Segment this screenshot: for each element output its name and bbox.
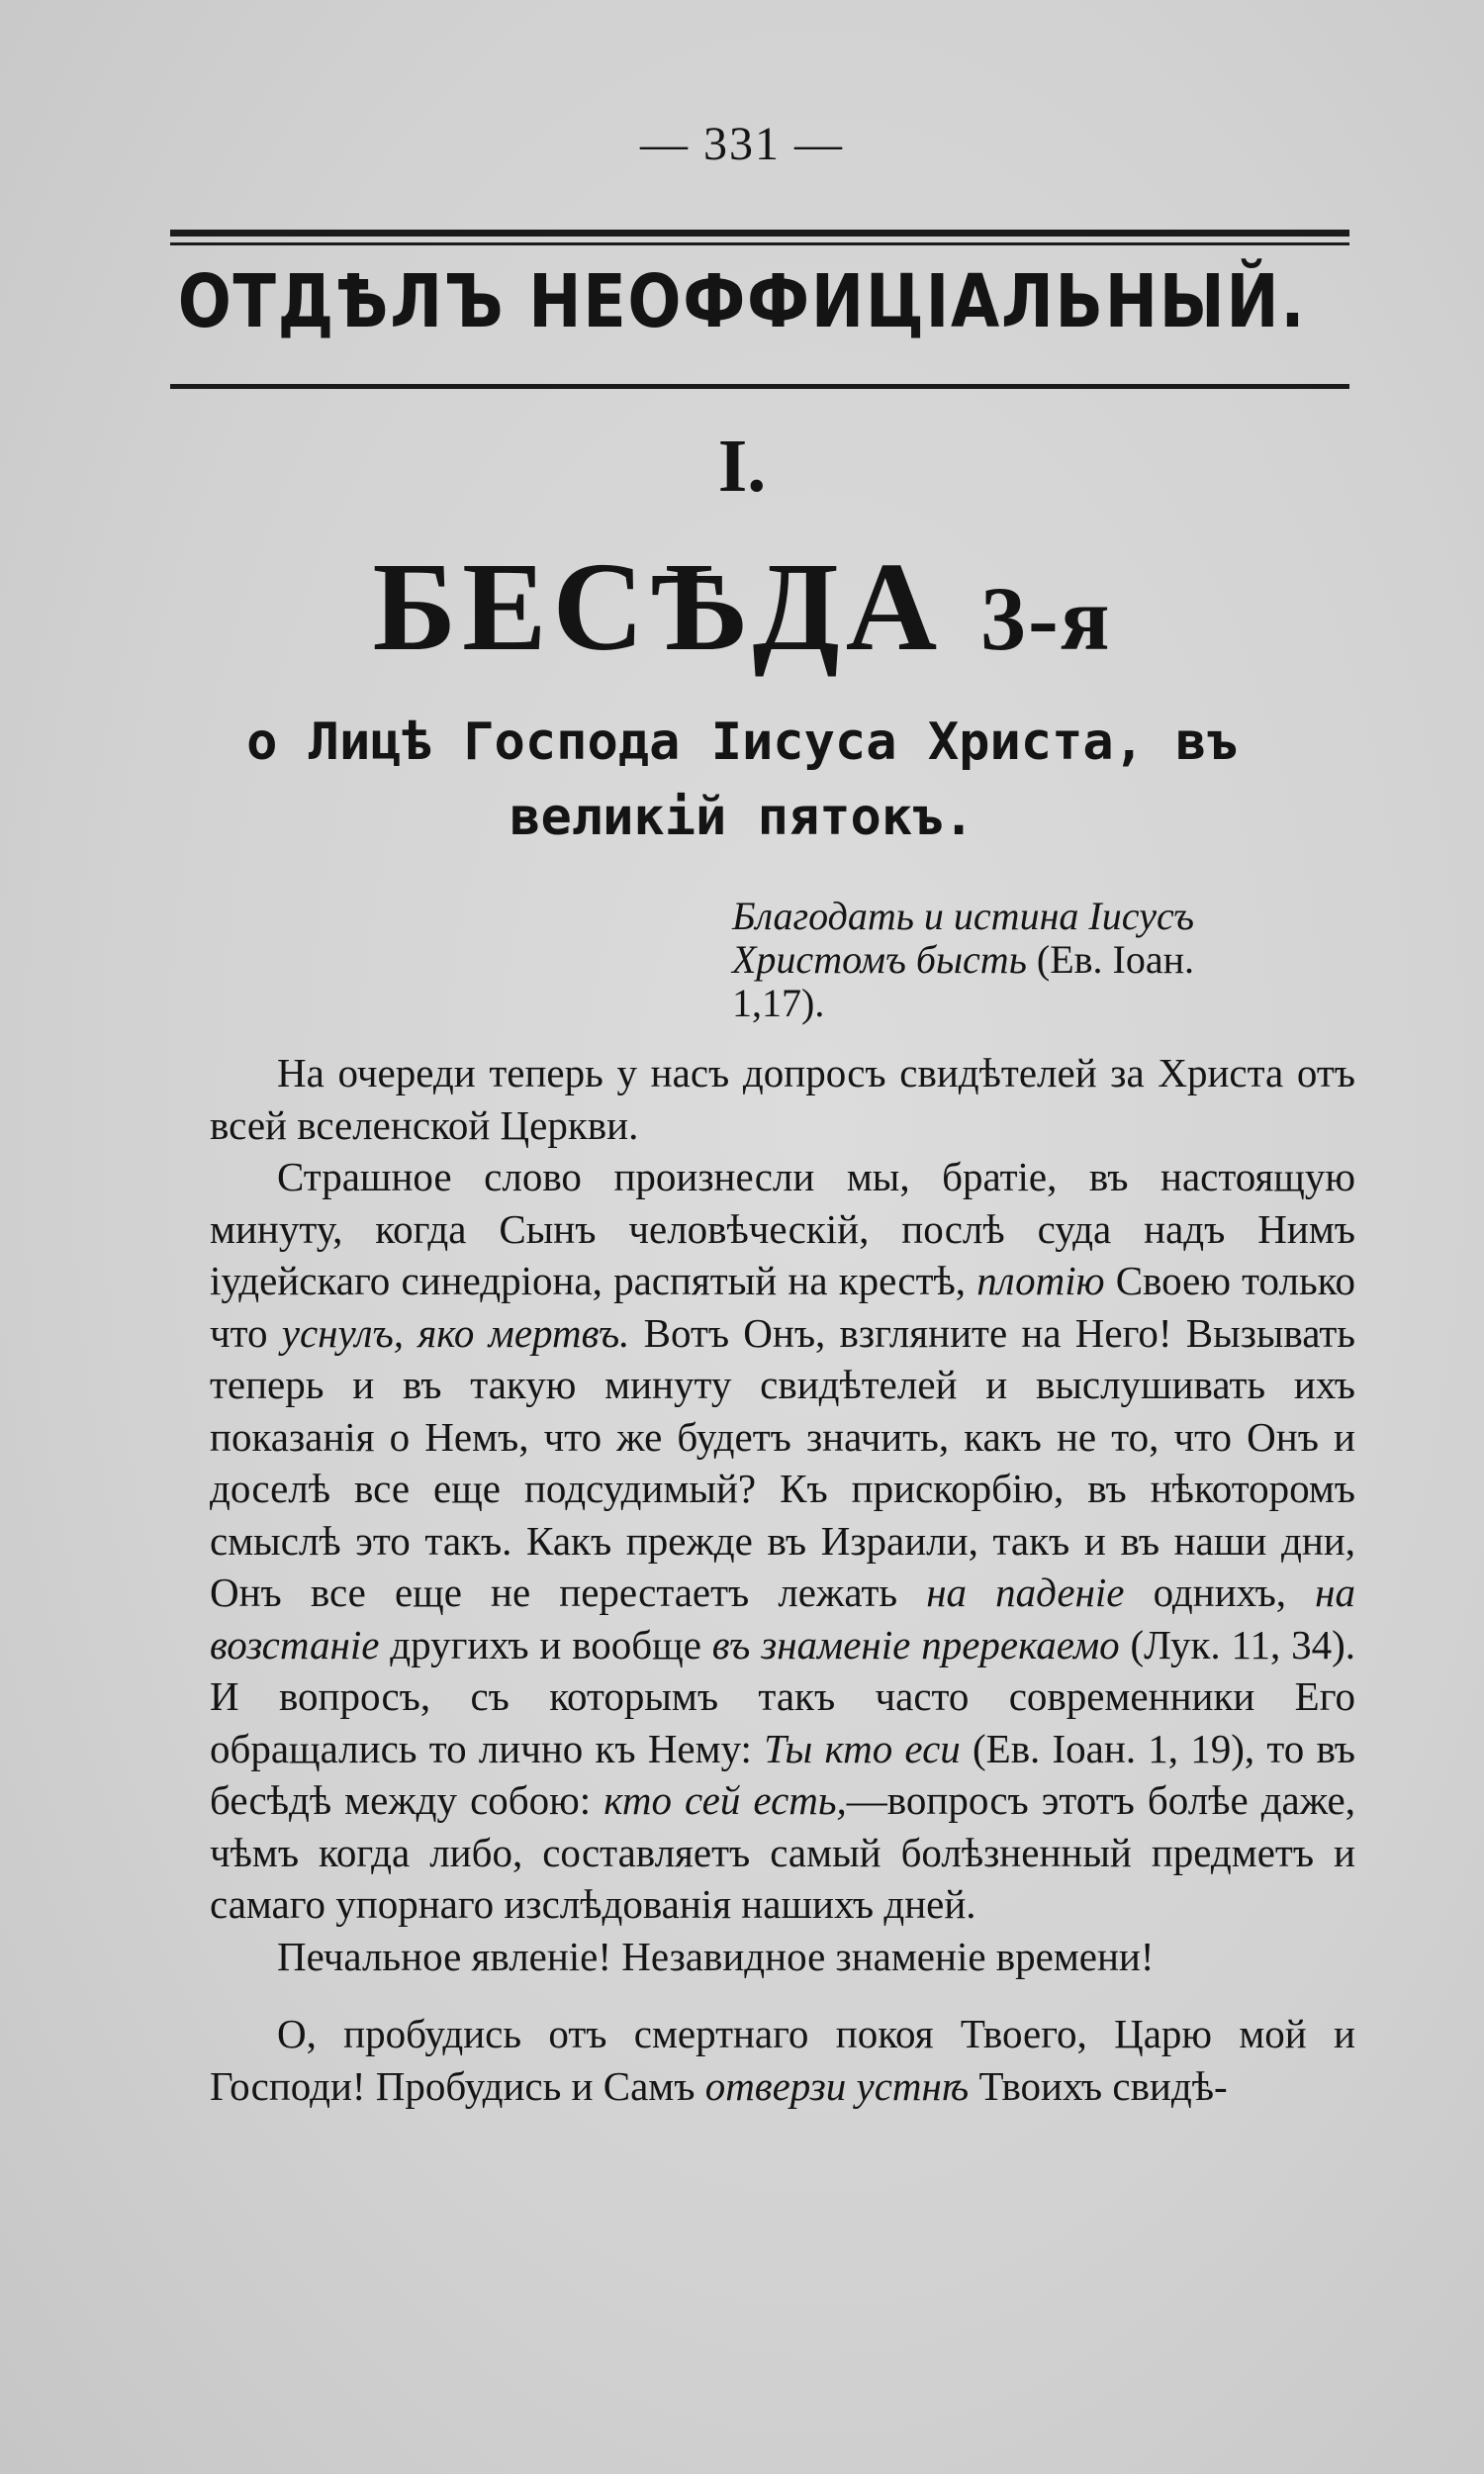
text-run: однихъ, — [1124, 1570, 1316, 1615]
page-number: — 331 — — [640, 118, 844, 170]
article-subtitle: о Лицѣ Господа Іисуса Христа, въ великій пятокъ. — [246, 713, 1238, 847]
italic-text: Ты кто еси — [764, 1725, 961, 1771]
paragraph — [210, 1047, 1355, 1151]
section-rule — [170, 384, 1349, 389]
epigraph-text: Благодать и истина Іисусъ Христомъ бысть — [732, 894, 1194, 982]
text-run: Страшное слово произнесли мы, братіе, въ настоящую минуту, когда Сынъ человѣческій, послѣ суда надъ Нимъ іудейскаго синедріона, распятый на крестѣ, — [210, 1154, 1355, 1303]
text-run: (Ев. Іоан. 1, 19), то въ бесѣдѣ между собою: — [210, 1725, 1356, 1823]
top-rule — [170, 230, 1349, 237]
italic-text: на паденіе — [926, 1570, 1125, 1615]
article-title-word: БЕСѢДА — [372, 536, 944, 677]
text-run: (Лук. 11, 34). И вопросъ, съ которымъ такъ часто современники Его обращались то лично къ Нему: — [210, 1621, 1355, 1771]
text-run: Вотъ Онъ, взгляните на Него! Вызывать теперь и въ такую минуту свидѣтелей и выслушивать ихъ показанія о Немъ, что же будетъ значить, какъ не то, что Онъ и доселѣ все еще подсудимый? Къ прискорбію, въ нѣкоторомъ смыслѣ это такъ. Какъ прежде въ Израили, такъ и въ наши дни, Онъ все еще не перестаетъ лежать — [210, 1309, 1356, 1615]
italic-text: отверзи устнѣ — [704, 2062, 970, 2109]
article-title — [0, 534, 1484, 680]
italic-text: въ знаменіе пререкаемо — [711, 1621, 1120, 1667]
epigraph — [732, 895, 1276, 1025]
italic-text: кто сей есть, — [603, 1777, 847, 1823]
italic-text: на возстаніе — [210, 1570, 1355, 1667]
article-body — [210, 1047, 1355, 2112]
text-run: Твоихъ свидѣ- — [969, 2062, 1228, 2109]
text-run: —вопросъ этотъ болѣе даже, чѣмъ когда либо, составляетъ самый болѣзненный предметъ и самаго упорнаго изслѣдованія нашихъ дней. — [210, 1777, 1355, 1927]
text-run: На очереди теперь у насъ допросъ свидѣтелей за Христа отъ всей вселенской Церкви. — [210, 1050, 1355, 1148]
top-rule-thin — [170, 242, 1349, 245]
italic-text: плотію — [976, 1258, 1105, 1303]
article-title-number: 3-я — [980, 568, 1112, 669]
paragraph — [210, 1931, 1355, 1983]
article-number: I. — [717, 425, 767, 508]
text-run: Печальное явленіе! Незавидное знаменіе времени! — [277, 1933, 1155, 1979]
epigraph-reference: (Ев. Іоан. 1,17). — [732, 937, 1195, 1025]
text-run: Своею только что — [210, 1258, 1355, 1356]
paragraph — [210, 2008, 1355, 2112]
text-run: О, пробудись отъ смертнаго покоя Твоего, Царю мой и Господи! Пробудись и Самъ — [210, 2011, 1355, 2109]
text-run: другихъ и вообще — [379, 1621, 712, 1667]
italic-text: уснулъ, яко мертвъ. — [281, 1309, 630, 1356]
section-title: ОТДѢЛЪ НЕОФФИЦІАЛЬНЫЙ. — [177, 259, 1307, 344]
paragraph — [210, 1151, 1355, 1931]
